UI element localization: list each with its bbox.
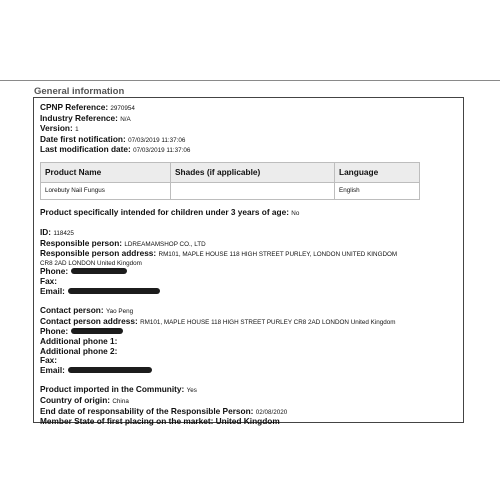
field-children-under-3 [40, 208, 463, 219]
field-label: Contact person address: [40, 315, 138, 326]
field-value: 02/08/2020 [255, 408, 288, 416]
field-value: China [112, 397, 129, 405]
redaction-mark [71, 328, 123, 334]
redaction-mark [71, 268, 127, 274]
field-label: CPNP Reference: [40, 102, 109, 112]
field-value: N/A [120, 115, 131, 123]
cell-language: English [335, 182, 420, 199]
redaction-mark [68, 288, 160, 294]
field-label: Email: [40, 285, 65, 296]
field-label: Country of origin: [40, 394, 111, 405]
field-contact-email [40, 366, 463, 376]
column-header-product-name: Product Name [41, 162, 171, 182]
field-industry-reference [40, 114, 463, 125]
field-label: Product imported in the Community: [40, 384, 185, 395]
field-label: Fax: [40, 355, 58, 366]
table-header-row [41, 162, 420, 182]
field-contact-fax [40, 356, 463, 366]
field-responsible-address [40, 249, 463, 260]
field-value: No [291, 209, 300, 217]
field-label: Responsible person address: [40, 248, 157, 259]
field-label: Responsible person: [40, 237, 123, 248]
field-label: Additional phone 1: [40, 336, 118, 346]
cell-product-name: Lorebuty Nail Fungus [41, 182, 171, 199]
field-responsible-phone [40, 267, 463, 277]
general-info-panel [33, 97, 464, 427]
field-value: Yes [186, 387, 197, 395]
field-label: Additional phone 2: [40, 345, 118, 356]
field-label: Product specifically intended for children under 3 years of age: [40, 206, 289, 217]
field-value: RM101, MAPLE HOUSE 118 HIGH STREET PURLEY, LONDON UNITED KINGDOM [158, 251, 398, 259]
field-label: Member State of first placing on the market: [40, 416, 214, 427]
field-member-state [40, 417, 463, 427]
field-value: United Kingdom [215, 416, 280, 427]
section-title: General information [34, 86, 125, 97]
field-value: 07/03/2019 11:37:06 [133, 147, 191, 155]
field-label: ID: [40, 227, 52, 238]
field-value: Yao Peng [105, 308, 134, 316]
field-value: 2970954 [110, 105, 135, 112]
top-divider [0, 80, 500, 81]
cell-shades [171, 182, 335, 199]
column-header-language: Language [335, 162, 420, 182]
field-last-modification-date [40, 145, 463, 156]
field-contact-address [40, 317, 463, 328]
field-value: LDREAMAMSHOP CO., LTD [124, 240, 206, 248]
field-responsible-address-continued: CR8 2AD LONDON United Kingdom [40, 259, 142, 267]
field-responsible-fax [40, 277, 463, 287]
field-value: 07/03/2019 11:37:06 [128, 136, 186, 144]
field-label: Email: [40, 364, 65, 375]
field-label: Fax: [40, 276, 58, 287]
column-header-shades: Shades (if applicable) [171, 162, 335, 182]
product-table [40, 162, 420, 200]
table-row [41, 182, 420, 199]
field-value: 1 [75, 126, 79, 134]
field-label: Last modification date: [40, 144, 131, 155]
field-label: Industry Reference: [40, 112, 118, 123]
field-label: Phone: [40, 326, 69, 337]
field-responsible-email [40, 287, 463, 297]
field-value: 118425 [53, 230, 74, 238]
field-label: End date of responsability of the Responsible Person: [40, 405, 254, 416]
field-label: Date first notification: [40, 133, 126, 144]
field-additional-phone-2 [40, 347, 463, 357]
field-label: Phone: [40, 266, 69, 277]
redaction-mark [68, 367, 152, 373]
field-label: Version: [40, 123, 73, 134]
field-label: Contact person: [40, 305, 104, 316]
field-value: RM101, MAPLE HOUSE 118 HIGH STREET PURLEY CR8 2AD LONDON United Kingdom [140, 318, 396, 326]
